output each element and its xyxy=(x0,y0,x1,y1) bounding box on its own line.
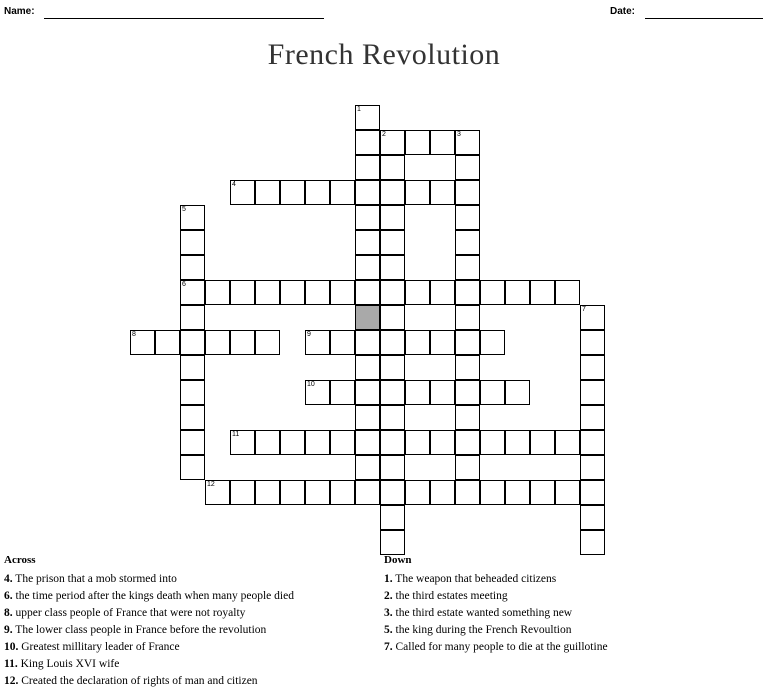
crossword-grid[interactable] xyxy=(0,90,768,550)
grid-cell-number: 2 xyxy=(382,131,386,138)
grid-cell[interactable] xyxy=(130,330,155,355)
across-clue-text: The prison that a mob stormed into xyxy=(12,573,177,585)
down-clue-text: The weapon that beheaded citizens xyxy=(392,573,557,585)
across-clue-number: 6. xyxy=(4,590,13,602)
grid-cell[interactable] xyxy=(355,205,380,230)
down-clue-number: 2. xyxy=(384,590,393,602)
across-clue-text: Greatest millitary leader of France xyxy=(18,641,180,653)
name-write-line[interactable] xyxy=(44,18,324,19)
grid-cell[interactable] xyxy=(430,130,455,155)
grid-cell[interactable] xyxy=(430,280,455,305)
across-clue-list xyxy=(4,571,374,690)
grid-cell[interactable] xyxy=(580,355,605,380)
date-label: Date: xyxy=(610,6,636,17)
grid-cell[interactable] xyxy=(230,180,255,205)
grid-cell[interactable] xyxy=(255,480,280,505)
grid-cell[interactable] xyxy=(355,355,380,380)
grid-cell[interactable] xyxy=(230,280,255,305)
grid-cell[interactable] xyxy=(530,280,555,305)
grid-cell[interactable] xyxy=(180,355,205,380)
across-clue-number: 8. xyxy=(4,607,13,619)
grid-cell[interactable] xyxy=(380,530,405,555)
across-clue-number: 11. xyxy=(4,658,18,670)
grid-cell[interactable] xyxy=(455,455,480,480)
grid-cell[interactable] xyxy=(430,430,455,455)
across-clue xyxy=(4,673,374,690)
grid-cell[interactable] xyxy=(180,405,205,430)
grid-cell[interactable] xyxy=(355,405,380,430)
grid-cell[interactable] xyxy=(505,430,530,455)
grid-cell[interactable] xyxy=(505,380,530,405)
grid-cell[interactable] xyxy=(380,455,405,480)
grid-cell[interactable] xyxy=(380,155,405,180)
grid-cell[interactable] xyxy=(480,330,505,355)
grid-cell[interactable] xyxy=(180,230,205,255)
grid-cell[interactable] xyxy=(380,505,405,530)
grid-cell[interactable] xyxy=(180,305,205,330)
grid-cell[interactable] xyxy=(455,230,480,255)
grid-cell[interactable] xyxy=(380,405,405,430)
down-clue-text: the third estates meeting xyxy=(392,590,508,602)
across-clue-text: King Louis XVI wife xyxy=(17,658,120,670)
grid-cell[interactable] xyxy=(355,430,380,455)
grid-cell-number: 1 xyxy=(357,106,361,113)
grid-cell[interactable] xyxy=(355,280,380,305)
grid-cell[interactable] xyxy=(455,355,480,380)
grid-cell[interactable] xyxy=(430,180,455,205)
grid-cell-number: 11 xyxy=(232,431,240,438)
grid-cell[interactable] xyxy=(330,380,355,405)
grid-cell[interactable] xyxy=(455,330,480,355)
down-clue-number: 5. xyxy=(384,624,393,636)
grid-cell[interactable] xyxy=(255,330,280,355)
grid-cell-number: 3 xyxy=(457,131,461,138)
grid-cell[interactable] xyxy=(380,355,405,380)
across-clue-number: 4. xyxy=(4,573,13,585)
grid-cell[interactable] xyxy=(580,505,605,530)
grid-cell[interactable] xyxy=(455,430,480,455)
grid-cell[interactable] xyxy=(330,330,355,355)
grid-cell[interactable] xyxy=(555,480,580,505)
grid-cell[interactable] xyxy=(405,330,430,355)
grid-cell-number: 8 xyxy=(132,331,136,338)
grid-cell[interactable] xyxy=(280,280,305,305)
grid-cell[interactable] xyxy=(505,280,530,305)
grid-cell[interactable] xyxy=(305,430,330,455)
across-clues-column xyxy=(4,554,374,690)
grid-cell[interactable] xyxy=(405,280,430,305)
grid-cell[interactable] xyxy=(230,330,255,355)
grid-cell[interactable] xyxy=(380,130,405,155)
grid-cell[interactable] xyxy=(180,330,205,355)
grid-cell[interactable] xyxy=(355,155,380,180)
across-clue-text: The lower class people in France before the revolution xyxy=(12,624,267,636)
grid-cell[interactable] xyxy=(480,380,505,405)
grid-cell-number: 4 xyxy=(232,181,236,188)
grid-cell[interactable] xyxy=(180,255,205,280)
grid-cell[interactable] xyxy=(455,255,480,280)
grid-cell[interactable] xyxy=(405,480,430,505)
grid-cell[interactable] xyxy=(455,305,480,330)
grid-cell[interactable] xyxy=(330,280,355,305)
grid-cell[interactable] xyxy=(530,430,555,455)
grid-cell-number: 10 xyxy=(307,381,315,388)
grid-cell[interactable] xyxy=(455,180,480,205)
across-clue xyxy=(4,622,374,639)
across-clue-text: upper class people of France that were not royalty xyxy=(12,607,246,619)
grid-cell[interactable] xyxy=(305,280,330,305)
across-clue xyxy=(4,605,374,622)
grid-cell[interactable] xyxy=(380,305,405,330)
grid-cell[interactable] xyxy=(580,480,605,505)
grid-cell[interactable] xyxy=(355,455,380,480)
grid-cell[interactable] xyxy=(430,380,455,405)
down-clue-number: 1. xyxy=(384,573,393,585)
down-clue xyxy=(384,639,754,656)
down-clue xyxy=(384,622,754,639)
grid-cell[interactable] xyxy=(480,430,505,455)
grid-cell[interactable] xyxy=(330,180,355,205)
grid-cell[interactable] xyxy=(380,280,405,305)
grid-cell[interactable] xyxy=(405,430,430,455)
down-clue xyxy=(384,571,754,588)
grid-cell[interactable] xyxy=(555,280,580,305)
down-clue-text: the third estate wanted something new xyxy=(392,607,573,619)
down-clues-column xyxy=(384,554,754,656)
grid-cell[interactable] xyxy=(580,330,605,355)
grid-cell[interactable] xyxy=(305,380,330,405)
down-clue-number: 3. xyxy=(384,607,393,619)
grid-cell[interactable] xyxy=(455,480,480,505)
grid-cell[interactable] xyxy=(480,280,505,305)
grid-cell-number: 7 xyxy=(582,306,586,313)
grid-cell[interactable] xyxy=(355,330,380,355)
grid-cell[interactable] xyxy=(405,130,430,155)
down-clue-text: the king during the French Revoultion xyxy=(392,624,572,636)
page-title: French Revolution xyxy=(267,38,501,71)
grid-cell[interactable] xyxy=(580,405,605,430)
grid-cell[interactable] xyxy=(330,430,355,455)
grid-cell[interactable] xyxy=(255,180,280,205)
down-clue-list xyxy=(384,571,754,656)
grid-cell[interactable] xyxy=(180,280,205,305)
grid-cell[interactable] xyxy=(380,330,405,355)
grid-cell[interactable] xyxy=(430,480,455,505)
grid-cell[interactable] xyxy=(455,405,480,430)
grid-cell[interactable] xyxy=(355,230,380,255)
grid-cell[interactable] xyxy=(355,105,380,130)
down-clue-number: 7. xyxy=(384,641,393,653)
worksheet-header xyxy=(0,4,768,24)
grid-cell-number: 6 xyxy=(182,281,186,288)
grid-cell[interactable] xyxy=(180,455,205,480)
down-clue xyxy=(384,605,754,622)
across-clue xyxy=(4,588,374,605)
grid-cell[interactable] xyxy=(380,430,405,455)
grid-cell[interactable] xyxy=(155,330,180,355)
down-clue xyxy=(384,588,754,605)
grid-cell[interactable] xyxy=(230,480,255,505)
grid-cell[interactable] xyxy=(180,380,205,405)
across-heading: Across xyxy=(4,554,36,566)
across-clue-text: the time period after the kings death when many people died xyxy=(12,590,294,602)
down-heading: Down xyxy=(384,554,412,566)
across-clue-number: 12. xyxy=(4,675,19,687)
grid-cell[interactable] xyxy=(230,430,255,455)
grid-cell[interactable] xyxy=(355,380,380,405)
grid-cell[interactable] xyxy=(180,205,205,230)
grid-cell[interactable] xyxy=(355,130,380,155)
grid-cell[interactable] xyxy=(255,430,280,455)
grid-cell[interactable] xyxy=(205,480,230,505)
grid-cell[interactable] xyxy=(505,480,530,505)
grid-cell[interactable] xyxy=(280,430,305,455)
grid-cell[interactable] xyxy=(455,155,480,180)
grid-cell[interactable] xyxy=(355,180,380,205)
across-clue xyxy=(4,656,374,673)
grid-cell[interactable] xyxy=(305,180,330,205)
grid-cell[interactable] xyxy=(555,430,580,455)
grid-cell[interactable] xyxy=(455,280,480,305)
grid-cell[interactable] xyxy=(205,280,230,305)
grid-cell-number: 5 xyxy=(182,206,186,213)
grid-cell[interactable] xyxy=(480,480,505,505)
grid-cell[interactable] xyxy=(580,455,605,480)
across-clue-number: 9. xyxy=(4,624,13,636)
grid-cell[interactable] xyxy=(405,180,430,205)
grid-cell[interactable] xyxy=(355,480,380,505)
grid-cell[interactable] xyxy=(580,380,605,405)
grid-cell[interactable] xyxy=(580,305,605,330)
grid-cell[interactable] xyxy=(355,255,380,280)
grid-cell[interactable] xyxy=(455,205,480,230)
date-write-line[interactable] xyxy=(645,18,763,19)
across-clue-number: 10. xyxy=(4,641,19,653)
across-clue xyxy=(4,639,374,656)
name-label: Name: xyxy=(4,6,35,17)
clues-section xyxy=(0,554,768,692)
grid-cell[interactable] xyxy=(280,480,305,505)
grid-cell[interactable] xyxy=(330,480,355,505)
grid-cell[interactable] xyxy=(580,430,605,455)
across-clue-text: Created the declaration of rights of man and citizen xyxy=(18,675,258,687)
grid-cell[interactable] xyxy=(530,480,555,505)
grid-cell[interactable] xyxy=(305,480,330,505)
grid-cell[interactable] xyxy=(380,205,405,230)
grid-cell[interactable] xyxy=(280,180,305,205)
across-clue xyxy=(4,571,374,588)
grid-cell[interactable] xyxy=(305,330,330,355)
grid-cell-number: 12 xyxy=(207,481,215,488)
grid-cell[interactable] xyxy=(380,230,405,255)
grid-cell[interactable] xyxy=(430,330,455,355)
grid-cell[interactable] xyxy=(205,330,230,355)
grid-cell[interactable] xyxy=(455,380,480,405)
grid-cell[interactable] xyxy=(355,305,380,330)
grid-cell[interactable] xyxy=(580,530,605,555)
grid-cell[interactable] xyxy=(255,280,280,305)
grid-cell[interactable] xyxy=(380,480,405,505)
grid-cell[interactable] xyxy=(380,255,405,280)
grid-cell-number: 9 xyxy=(307,331,311,338)
grid-cell[interactable] xyxy=(380,180,405,205)
grid-cell[interactable] xyxy=(405,380,430,405)
grid-cell[interactable] xyxy=(180,430,205,455)
grid-cell[interactable] xyxy=(380,380,405,405)
down-clue-text: Called for many people to die at the guillotine xyxy=(392,641,608,653)
grid-cell[interactable] xyxy=(455,130,480,155)
